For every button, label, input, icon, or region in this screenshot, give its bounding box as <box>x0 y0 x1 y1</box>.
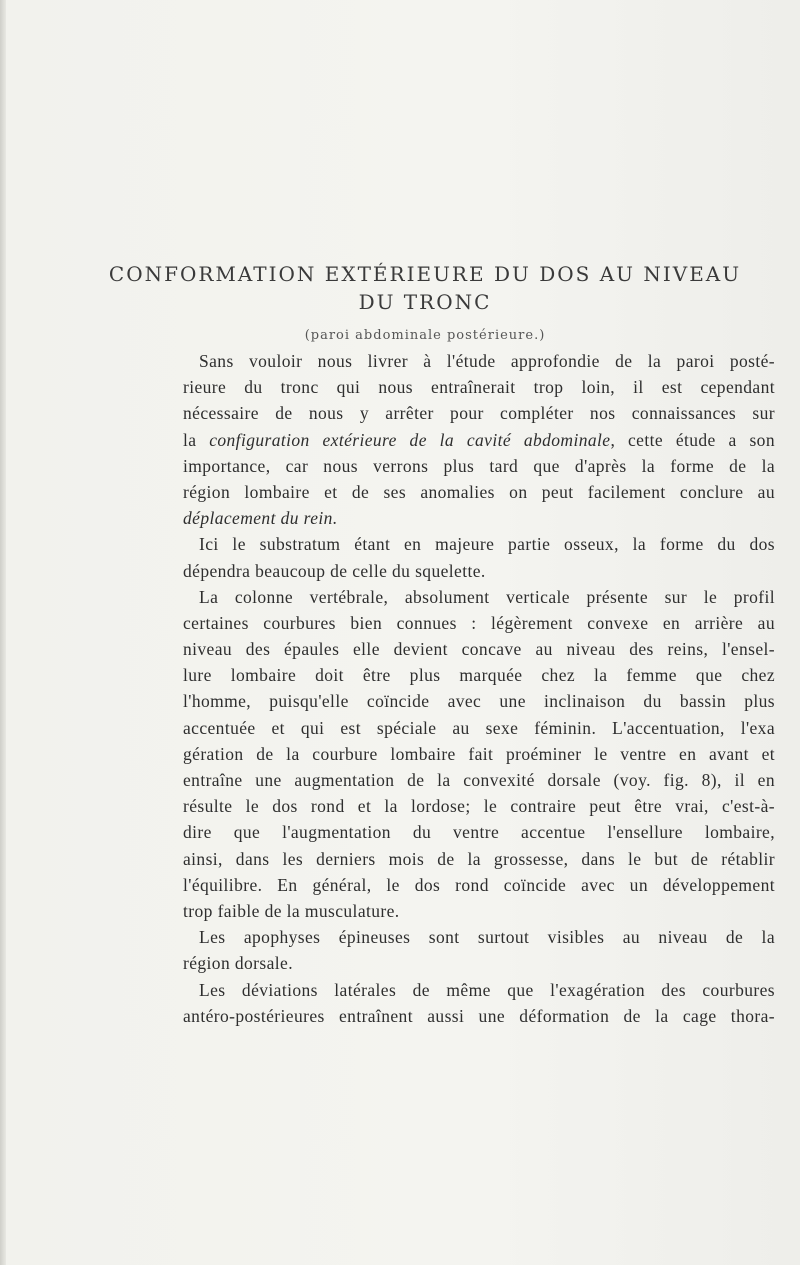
text-line: dire que l'augmentation du ventre accentue l'ensellure lombaire, <box>183 822 775 843</box>
text-line: importance, car nous verrons plus tard que d'après la forme de la <box>183 455 775 476</box>
text-line <box>183 427 775 453</box>
text-line: trop faible de la musculature. <box>183 900 400 921</box>
page-edge-shadow <box>0 0 6 1265</box>
text-line: Les apophyses épineuses sont surtout visibles au niveau de la <box>199 927 775 948</box>
text-line: nécessaire de nous y arrêter pour compléter nos connaissances sur <box>183 403 775 424</box>
text-line: La colonne vertébrale, absolument verticale présente sur le profil <box>199 586 775 607</box>
text-line <box>183 505 775 531</box>
chapter-title-line-2: DU TRONC <box>358 290 492 314</box>
text-line: antéro-postérieures entraînent aussi une déformation de la cage thora- <box>183 1005 775 1026</box>
text-line: région lombaire et de ses anomalies on peut facilement conclure au <box>183 481 775 502</box>
text-segment: la <box>183 429 210 450</box>
text-line: ainsi, dans les derniers mois de la grossesse, dans le but de rétablir <box>183 848 775 869</box>
text-line: lure lombaire doit être plus marquée chez la femme que chez <box>183 665 775 686</box>
text-segment: , cette étude a son <box>610 429 775 450</box>
text-line: Sans vouloir nous livrer à l'étude approfondie de la paroi posté- <box>199 351 775 371</box>
text-line: Ici le substratum étant en majeure partie osseux, la forme du dos <box>199 534 775 555</box>
text-line: rieure du tronc qui nous entraînerait trop loin, il est cependant <box>183 377 775 398</box>
chapter-header <box>100 260 750 343</box>
text-line: gération de la courbure lombaire fait proéminer le ventre en avant et <box>183 743 775 764</box>
text-line: accentuée et qui est spéciale au sexe féminin. L'accentuation, l'exa <box>183 717 775 738</box>
text-line: résulte le dos rond et la lordose; le contraire peut être vrai, c'est-à- <box>183 796 775 817</box>
chapter-subtitle: (paroi abdominale postérieure.) <box>304 328 546 343</box>
text-line: niveau des épaules elle devient concave au niveau des reins, l'ensel- <box>183 639 775 660</box>
text-line: l'homme, puisqu'elle coïncide avec une inclinaison du bassin plus <box>183 691 775 712</box>
text-line: entraîne une augmentation de la convexité dorsale (voy. fig. 8), il en <box>183 770 775 790</box>
text-line: région dorsale. <box>183 953 293 974</box>
text-line: dépendra beaucoup de celle du squelette. <box>183 560 486 581</box>
italic-phrase: configuration extérieure de la cavité abdominale <box>209 429 611 450</box>
text-line: Les déviations latérales de même que l'exagération des courbures <box>199 979 775 1000</box>
body-text <box>183 348 775 1029</box>
text-line: l'équilibre. En général, le dos rond coïncide avec un développement <box>183 874 775 895</box>
italic-phrase: déplacement du rein. <box>183 508 338 529</box>
chapter-title-line-1: CONFORMATION EXTÉRIEURE DU DOS AU NIVEAU <box>108 262 742 286</box>
text-line: certaines courbures bien connues : légèrement convexe en arrière au <box>183 612 775 633</box>
